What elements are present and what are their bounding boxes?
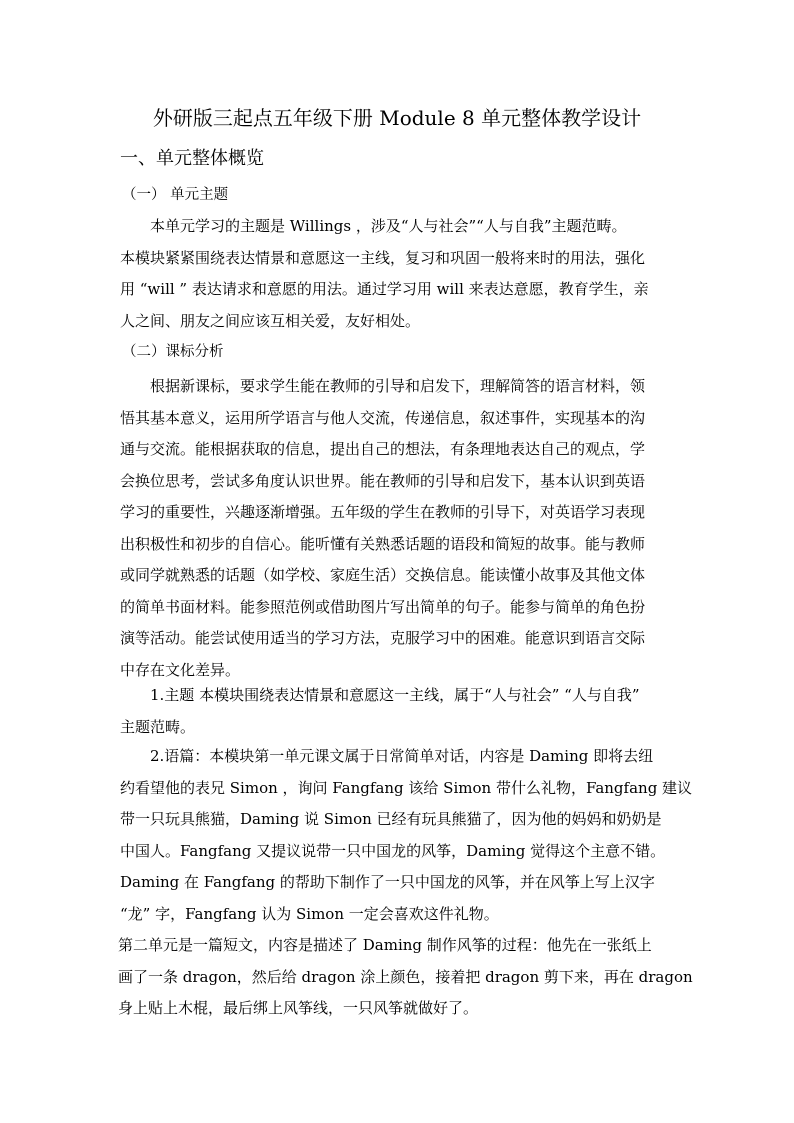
text-line: 约看望他的表兄 Simon ，询问 Fangfang 该给 Simon 带什么礼物，Fangfang 建议 — [120, 778, 693, 797]
text-line: 悟其基本意义，运用所学语言与他人交流，传递信息，叙述事件，实现基本的沟 — [120, 408, 646, 427]
text-line: 带一只玩具熊猫，Daming 说 Simon 已经有玩具熊猫了，因为他的妈妈和奶奶是 — [120, 810, 662, 828]
paragraph-item-discourse — [120, 741, 693, 930]
text-line: 的简单书面材料。能参照范例或借助图片写出简单的句子。能参与简单的角色扮 — [120, 597, 646, 616]
text-line: 中国人。Fangfang 又提议说带一只中国龙的风筝，Daming 觉得这个主意不错。 — [120, 841, 666, 860]
text-line: 用 “will ” 表达请求和意愿的用法。通过学习用 will 来表达意愿，教育学生，亲 — [120, 280, 649, 298]
text-line: 或同学就熟悉的话题（如学校、家庭生活）交换信息。能读懂小故事及其他文体 — [120, 566, 646, 584]
text-line: 主题范畴。 — [120, 717, 196, 736]
text-line: 演等活动。能尝试使用适当的学习方法，克服学习中的困难。能意识到语言交际 — [120, 629, 646, 647]
section-heading-overview: 一、单元整体概览 — [120, 148, 264, 169]
subsection-heading-theme: （一） 单元主题 — [122, 187, 229, 203]
document-title: 外研版三起点五年级下册 Module 8 单元整体教学设计 — [152, 106, 642, 130]
paragraph-curriculum-analysis — [120, 371, 676, 686]
text-line: “龙” 字，Fangfang 认为 Simon 一定会喜欢这件礼物。 — [120, 904, 499, 923]
text-line: 第二单元是一篇短文，内容是描述了 Daming 制作风筝的过程：他先在一张纸上 — [118, 936, 652, 954]
paragraph-unit2-summary — [118, 930, 693, 1025]
text-line: 中存在文化差异。 — [120, 660, 241, 679]
text-line: Daming 在 Fangfang 的帮助下制作了一只中国龙的风筝，并在风筝上写上汉字 — [120, 873, 655, 891]
text-line: 根据新课标，要求学生能在教师的引导和启发下，理解简答的语言材料，领 — [150, 377, 646, 395]
text-line: 学习的重要性，兴趣逐渐增强。五年级的学生在教师的引导下，对英语学习表现 — [120, 503, 646, 521]
text-line: 本模块紧紧围绕表达情景和意愿这一主线，复习和巩固一般将来时的用法，强化 — [120, 248, 646, 267]
text-line: 人之间、朋友之间应该互相关爱，友好相处。 — [120, 311, 421, 330]
text-line: 通与交流。能根据获取的信息，提出自己的想法，有条理地表达自己的观点，学 — [120, 440, 646, 458]
paragraph-unit-theme — [120, 211, 676, 337]
text-line: 画了一条 dragon，然后给 dragon 涂上颜色，接着把 dragon 剪下来，再在 dragon — [118, 967, 693, 986]
subsection-heading-curriculum: （二）课标分析 — [122, 344, 224, 360]
text-line: 本单元学习的主题是 Willings ，涉及“人与社会”“人与自我”主题范畴。 — [150, 217, 627, 235]
text-line: 1.主题 本模块围绕表达情景和意愿这一主线，属于“人与社会” “人与自我” — [150, 686, 640, 704]
text-line: 身上贴上木棍，最后绑上风筝线，一只风筝就做好了。 — [118, 999, 479, 1017]
text-line: 出积极性和初步的自信心。能听懂有关熟悉话题的语段和简短的故事。能与教师 — [120, 534, 646, 553]
text-line: 会换位思考，尝试多角度认识世界。能在教师的引导和启发下，基本认识到英语 — [120, 471, 646, 490]
paragraph-item-theme — [120, 680, 676, 743]
text-line: 2.语篇：本模块第一单元课文属于日常简单对话，内容是 Daming 即将去纽 — [150, 747, 654, 765]
